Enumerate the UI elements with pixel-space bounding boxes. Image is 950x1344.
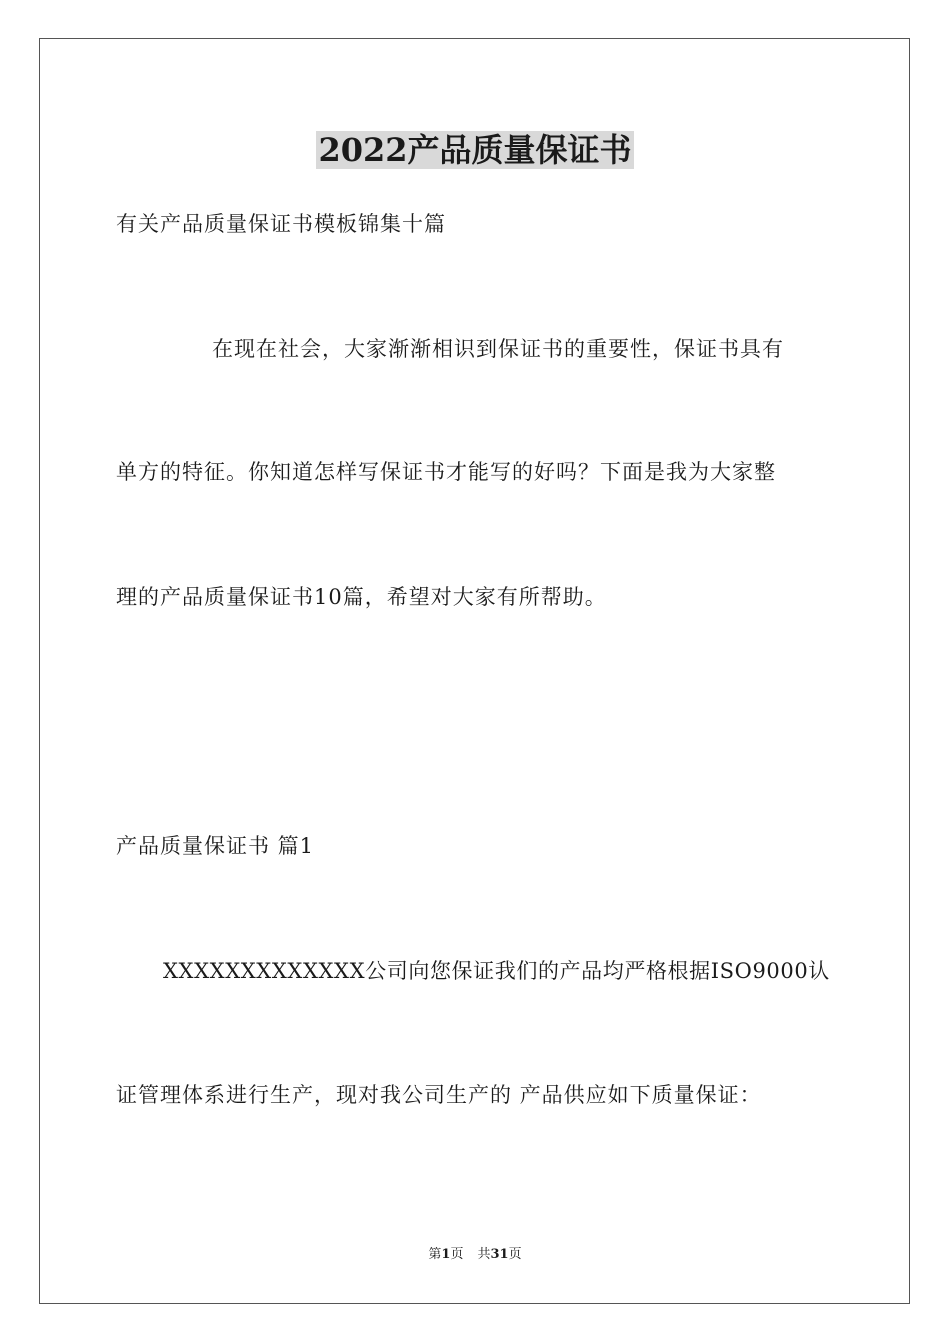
- footer-total-prefix: 共: [477, 1247, 491, 1262]
- footer-page-prefix: 第: [428, 1247, 442, 1262]
- document-subtitle: 有关产品质量保证书模板锦集十篇: [116, 212, 446, 236]
- body-line-2: 证管理体系进行生产，现对我公司生产的 产品供应如下质量保证：: [116, 1083, 762, 1107]
- section-heading: 产品质量保证书 篇1: [116, 834, 315, 858]
- footer-total-pages: 31: [490, 1247, 509, 1262]
- document-title-text: 2022产品质量保证书: [318, 131, 632, 169]
- body-line-1: XXXXXXXXXXXXX公司向您保证我们的产品均严格根据ISO9000认: [163, 959, 830, 983]
- document-title: [0, 126, 950, 174]
- intro-line-3: 理的产品质量保证书10篇，希望对大家有所帮助。: [116, 585, 607, 609]
- intro-line-1: 在现在社会，大家渐渐相识到保证书的重要性，保证书具有: [212, 337, 784, 361]
- footer-page-suffix: 页: [450, 1247, 464, 1262]
- footer-total-suffix: 页: [508, 1247, 522, 1262]
- footer-page-number: 1: [441, 1247, 451, 1262]
- page-footer: [0, 1246, 950, 1264]
- intro-line-2: 单方的特征。你知道怎样写保证书才能写的好吗？下面是我为大家整: [116, 460, 776, 484]
